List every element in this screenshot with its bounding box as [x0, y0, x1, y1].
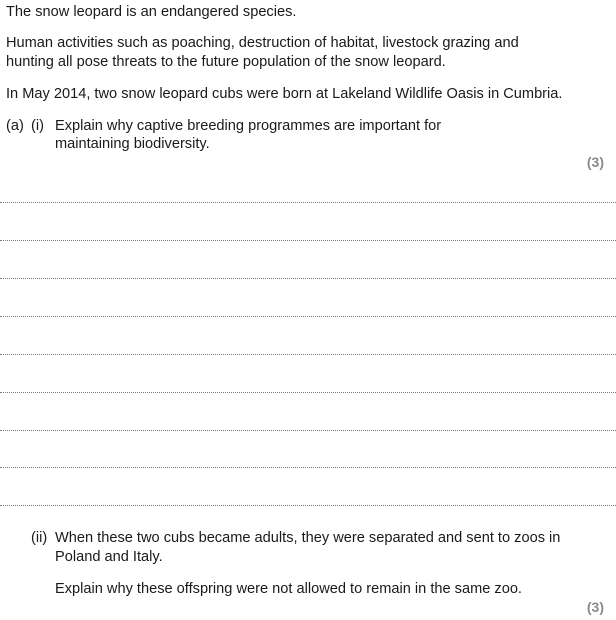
- intro-line-3: In May 2014, two snow leopard cubs were born at Lakeland Wildlife Oasis in Cumbria.: [6, 86, 563, 102]
- question-part-label: (a): [6, 118, 24, 134]
- answer-line[interactable]: [0, 354, 616, 355]
- question-text-line-1: When these two cubs became adults, they were separated and sent to zoos in: [55, 530, 561, 546]
- answer-line[interactable]: [0, 316, 616, 317]
- intro-line-2a: Human activities such as poaching, destruction of habitat, livestock grazing and: [6, 35, 519, 51]
- answer-line[interactable]: [0, 430, 616, 431]
- answer-line[interactable]: [0, 392, 616, 393]
- question-text-line-1: Explain why captive breeding programmes are important for: [55, 118, 442, 134]
- answer-line[interactable]: [0, 505, 616, 506]
- answer-line[interactable]: [0, 240, 616, 241]
- marks-label: (3): [586, 599, 604, 615]
- answer-line[interactable]: [0, 467, 616, 468]
- answer-line[interactable]: [0, 202, 616, 203]
- answer-line[interactable]: [0, 278, 616, 279]
- question-sub-label: (i): [31, 118, 44, 134]
- intro-line-2b: hunting all pose threats to the future population of the snow leopard.: [6, 54, 446, 70]
- question-text-line-2: maintaining biodiversity.: [55, 136, 210, 152]
- question-text-line-3: Explain why these offspring were not allowed to remain in the same zoo.: [55, 581, 522, 597]
- marks-label: (3): [586, 154, 604, 170]
- intro-line-1: The snow leopard is an endangered species.: [6, 4, 297, 20]
- question-text-line-2: Poland and Italy.: [55, 549, 163, 565]
- question-sub-label: (ii): [31, 530, 48, 546]
